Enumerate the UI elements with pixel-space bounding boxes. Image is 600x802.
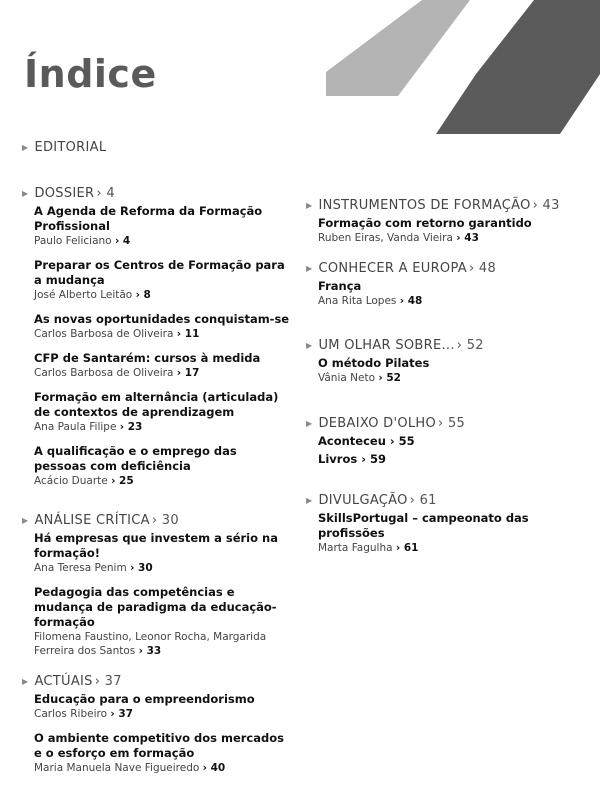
item-title: SkillsPortugal – campeonato das profissões — [318, 511, 529, 540]
dark-grey-shape — [436, 0, 600, 134]
bullet-icon: ▶ — [306, 201, 313, 210]
list-item[interactable] — [306, 356, 596, 385]
item-author: Marta Fagulha › 61 — [318, 542, 419, 554]
section-heading[interactable] — [22, 513, 292, 528]
section-heading[interactable] — [306, 493, 596, 508]
item-title: O ambiente competitivo dos mercados e o esforço em formação — [34, 731, 284, 760]
item-author: Ana Teresa Penim › 30 — [34, 562, 153, 574]
bullet-icon: ▶ — [306, 341, 313, 350]
item-author: Ana Paula Filipe › 23 — [34, 421, 143, 433]
section-analise-critica — [22, 513, 292, 658]
section-um-olhar-sobre — [306, 338, 596, 385]
list-item[interactable] — [22, 692, 292, 721]
list-item[interactable] — [306, 511, 596, 555]
heading-page: › 52 — [456, 338, 484, 353]
item-title: Pedagogia das competências e mudança de paradigma da educação-formação — [34, 585, 277, 629]
heading-label: EDITORIAL — [34, 140, 107, 155]
item-author: Maria Manuela Nave Figueiredo › 40 — [34, 762, 226, 774]
heading-label: INSTRUMENTOS DE FORMAÇÃO — [318, 198, 531, 213]
heading-page: › 43 — [532, 198, 560, 213]
list-item[interactable] — [306, 279, 596, 308]
section-actuais — [22, 674, 292, 775]
bullet-icon: ▶ — [22, 677, 29, 686]
bullet-icon: ▶ — [306, 264, 313, 273]
section-divulgacao — [306, 493, 596, 555]
heading-label: ANÁLISE CRÍTICA — [34, 513, 150, 528]
heading-page: › 48 — [468, 261, 497, 276]
page-title: Índice — [24, 52, 157, 96]
section-heading[interactable] — [306, 261, 596, 276]
item-author: Vânia Neto › 52 — [318, 372, 401, 384]
heading-label: DOSSIER — [34, 186, 95, 201]
item-title: Preparar os Centros de Formação para a mudança — [34, 258, 285, 287]
section-debaixo-olho — [306, 416, 596, 467]
heading-label: ACTÚAIS — [34, 674, 93, 689]
list-item[interactable] — [306, 452, 596, 467]
item-title: A qualificação e o emprego das pessoas com deficiência — [34, 444, 237, 473]
heading-page: › 4 — [96, 186, 115, 201]
item-title: Educação para o empreendorismo — [34, 692, 255, 706]
item-author: Ruben Eiras, Vanda Vieira › 43 — [318, 232, 479, 244]
list-item[interactable] — [22, 444, 292, 488]
list-item[interactable] — [22, 351, 292, 380]
item-author: Carlos Barbosa de Oliveira › 17 — [34, 367, 200, 379]
item-author: Acácio Duarte › 25 — [34, 475, 134, 487]
heading-label: DEBAIXO D'OLHO — [318, 416, 437, 431]
item-title: Aconteceu › 55 — [318, 434, 415, 448]
list-item[interactable] — [22, 312, 292, 341]
heading-page: › 55 — [438, 416, 466, 431]
list-item[interactable] — [22, 258, 292, 302]
heading-page: › 30 — [151, 513, 179, 528]
bullet-icon: ▶ — [22, 143, 29, 152]
list-item[interactable] — [306, 434, 596, 449]
heading-label: DIVULGAÇÃO — [318, 493, 408, 508]
item-title: Livros › 59 — [318, 452, 386, 466]
item-author: Ana Rita Lopes › 48 — [318, 295, 423, 307]
heading-label: CONHECER A EUROPA — [318, 261, 467, 276]
item-author: Paulo Feliciano › 4 — [34, 235, 131, 247]
item-author: Carlos Ribeiro › 37 — [34, 708, 133, 720]
item-author: Filomena Faustino, Leonor Rocha, Margarida Ferreira dos Santos › 33 — [34, 631, 267, 657]
item-title: França — [318, 279, 362, 293]
item-title: Há empresas que investem a sério na formação! — [34, 531, 278, 560]
section-heading[interactable] — [306, 338, 596, 353]
item-author: Carlos Barbosa de Oliveira › 11 — [34, 328, 200, 340]
section-heading[interactable] — [306, 198, 596, 213]
list-item[interactable] — [22, 585, 292, 658]
heading-page: › 61 — [409, 493, 437, 508]
item-title: CFP de Santarém: cursos à medida — [34, 351, 261, 365]
section-heading[interactable] — [22, 140, 292, 155]
bullet-icon: ▶ — [22, 189, 29, 198]
item-title: A Agenda de Reforma da Formação Profissional — [34, 204, 263, 233]
light-grey-shape — [326, 0, 470, 96]
list-item[interactable] — [22, 204, 292, 248]
section-editorial — [22, 140, 292, 155]
list-item[interactable] — [22, 731, 292, 775]
heading-label: UM OLHAR SOBRE... — [318, 338, 455, 353]
item-author: José Alberto Leitão › 8 — [34, 289, 151, 301]
bullet-icon: ▶ — [306, 419, 313, 428]
item-title: Formação com retorno garantido — [318, 216, 532, 230]
section-instrumentos — [306, 198, 596, 245]
section-heading[interactable] — [22, 674, 292, 689]
bullet-icon: ▶ — [22, 516, 29, 525]
bullet-icon: ▶ — [306, 496, 313, 505]
section-heading[interactable] — [22, 186, 292, 201]
heading-page: › 37 — [94, 674, 122, 689]
list-item[interactable] — [306, 216, 596, 245]
item-title: O método Pilates — [318, 356, 430, 370]
list-item[interactable] — [22, 531, 292, 575]
section-conhecer-europa — [306, 261, 596, 308]
section-heading[interactable] — [306, 416, 596, 431]
item-title: Formação em alternância (articulada) de contextos de aprendizagem — [34, 390, 279, 419]
list-item[interactable] — [22, 390, 292, 434]
item-title: As novas oportunidades conquistam-se — [34, 312, 290, 326]
section-dossier — [22, 186, 292, 488]
